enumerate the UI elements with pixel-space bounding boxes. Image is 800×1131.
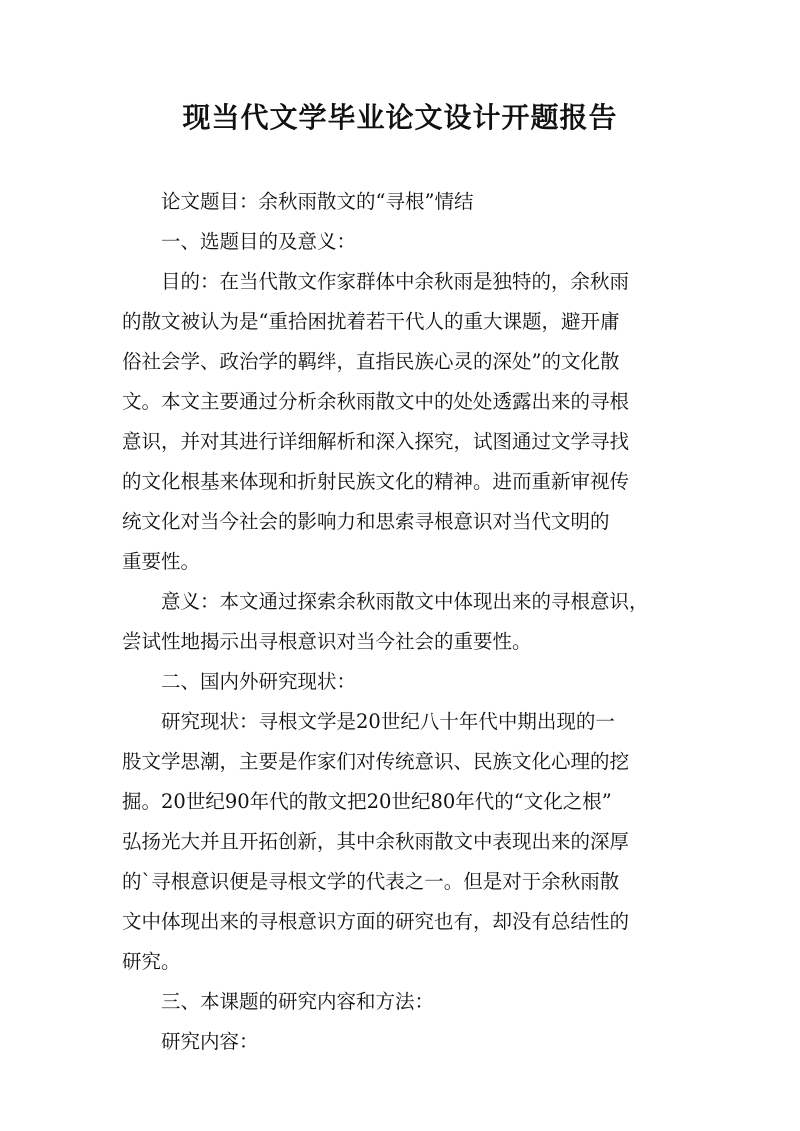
thesis-topic-line: 论文题目：余秋雨散文的“寻根”情结 — [161, 190, 474, 213]
purpose-paragraph-line: 的散文被认为是“重拾困扰着若干代人的重大课题，避开庸 — [122, 310, 620, 333]
purpose-paragraph-line: 俗社会学、政治学的羁绊，直指民族心灵的深处”的文化散 — [122, 350, 620, 373]
significance-paragraph-line: 意义：本文通过探索余秋雨散文中体现出来的寻根意识， — [161, 590, 649, 613]
section-heading-2: 二、国内外研究现状： — [161, 670, 357, 693]
research-status-paragraph-line: 的`寻根意识便是寻根文学的代表之一。但是对于余秋雨散 — [122, 870, 620, 893]
research-content-label: 研究内容： — [161, 1030, 259, 1053]
purpose-paragraph-line: 统文化对当今社会的影响力和思索寻根意识对当代文明的 — [122, 510, 610, 533]
research-status-paragraph-line: 股文学思潮，主要是作家们对传统意识、民族文化心理的挖 — [122, 750, 630, 773]
section-heading-3: 三、本课题的研究内容和方法： — [161, 990, 435, 1013]
purpose-paragraph-line: 意识，并对其进行详细解析和深入探究，试图通过文学寻找 — [122, 430, 630, 453]
research-status-paragraph-line: 研究。 — [122, 950, 181, 973]
purpose-paragraph-line: 的文化根基来体现和折射民族文化的精神。进而重新审视传 — [122, 470, 630, 493]
document-body — [122, 182, 688, 1062]
document-title: 现当代文学毕业论文设计开题报告 — [182, 101, 618, 134]
significance-paragraph-line: 尝试性地揭示出寻根意识对当今社会的重要性。 — [122, 630, 532, 653]
research-status-paragraph-line: 研究现状：寻根文学是20世纪八十年代中期出现的一 — [161, 710, 615, 733]
purpose-paragraph-line: 重要性。 — [122, 550, 201, 573]
research-status-paragraph-line: 掘。20世纪90年代的散文把20世纪80年代的“文化之根” — [122, 790, 612, 813]
research-status-paragraph-line: 文中体现出来的寻根意识方面的研究也有，却没有总结性的 — [122, 910, 630, 933]
section-heading-1: 一、选题目的及意义： — [161, 230, 357, 253]
purpose-paragraph-line: 目的：在当代散文作家群体中余秋雨是独特的，余秋雨 — [161, 270, 630, 293]
research-status-paragraph-line: 弘扬光大并且开拓创新，其中余秋雨散文中表现出来的深厚 — [122, 830, 630, 853]
purpose-paragraph-line: 文。本文主要通过分析余秋雨散文中的处处透露出来的寻根 — [122, 390, 630, 413]
